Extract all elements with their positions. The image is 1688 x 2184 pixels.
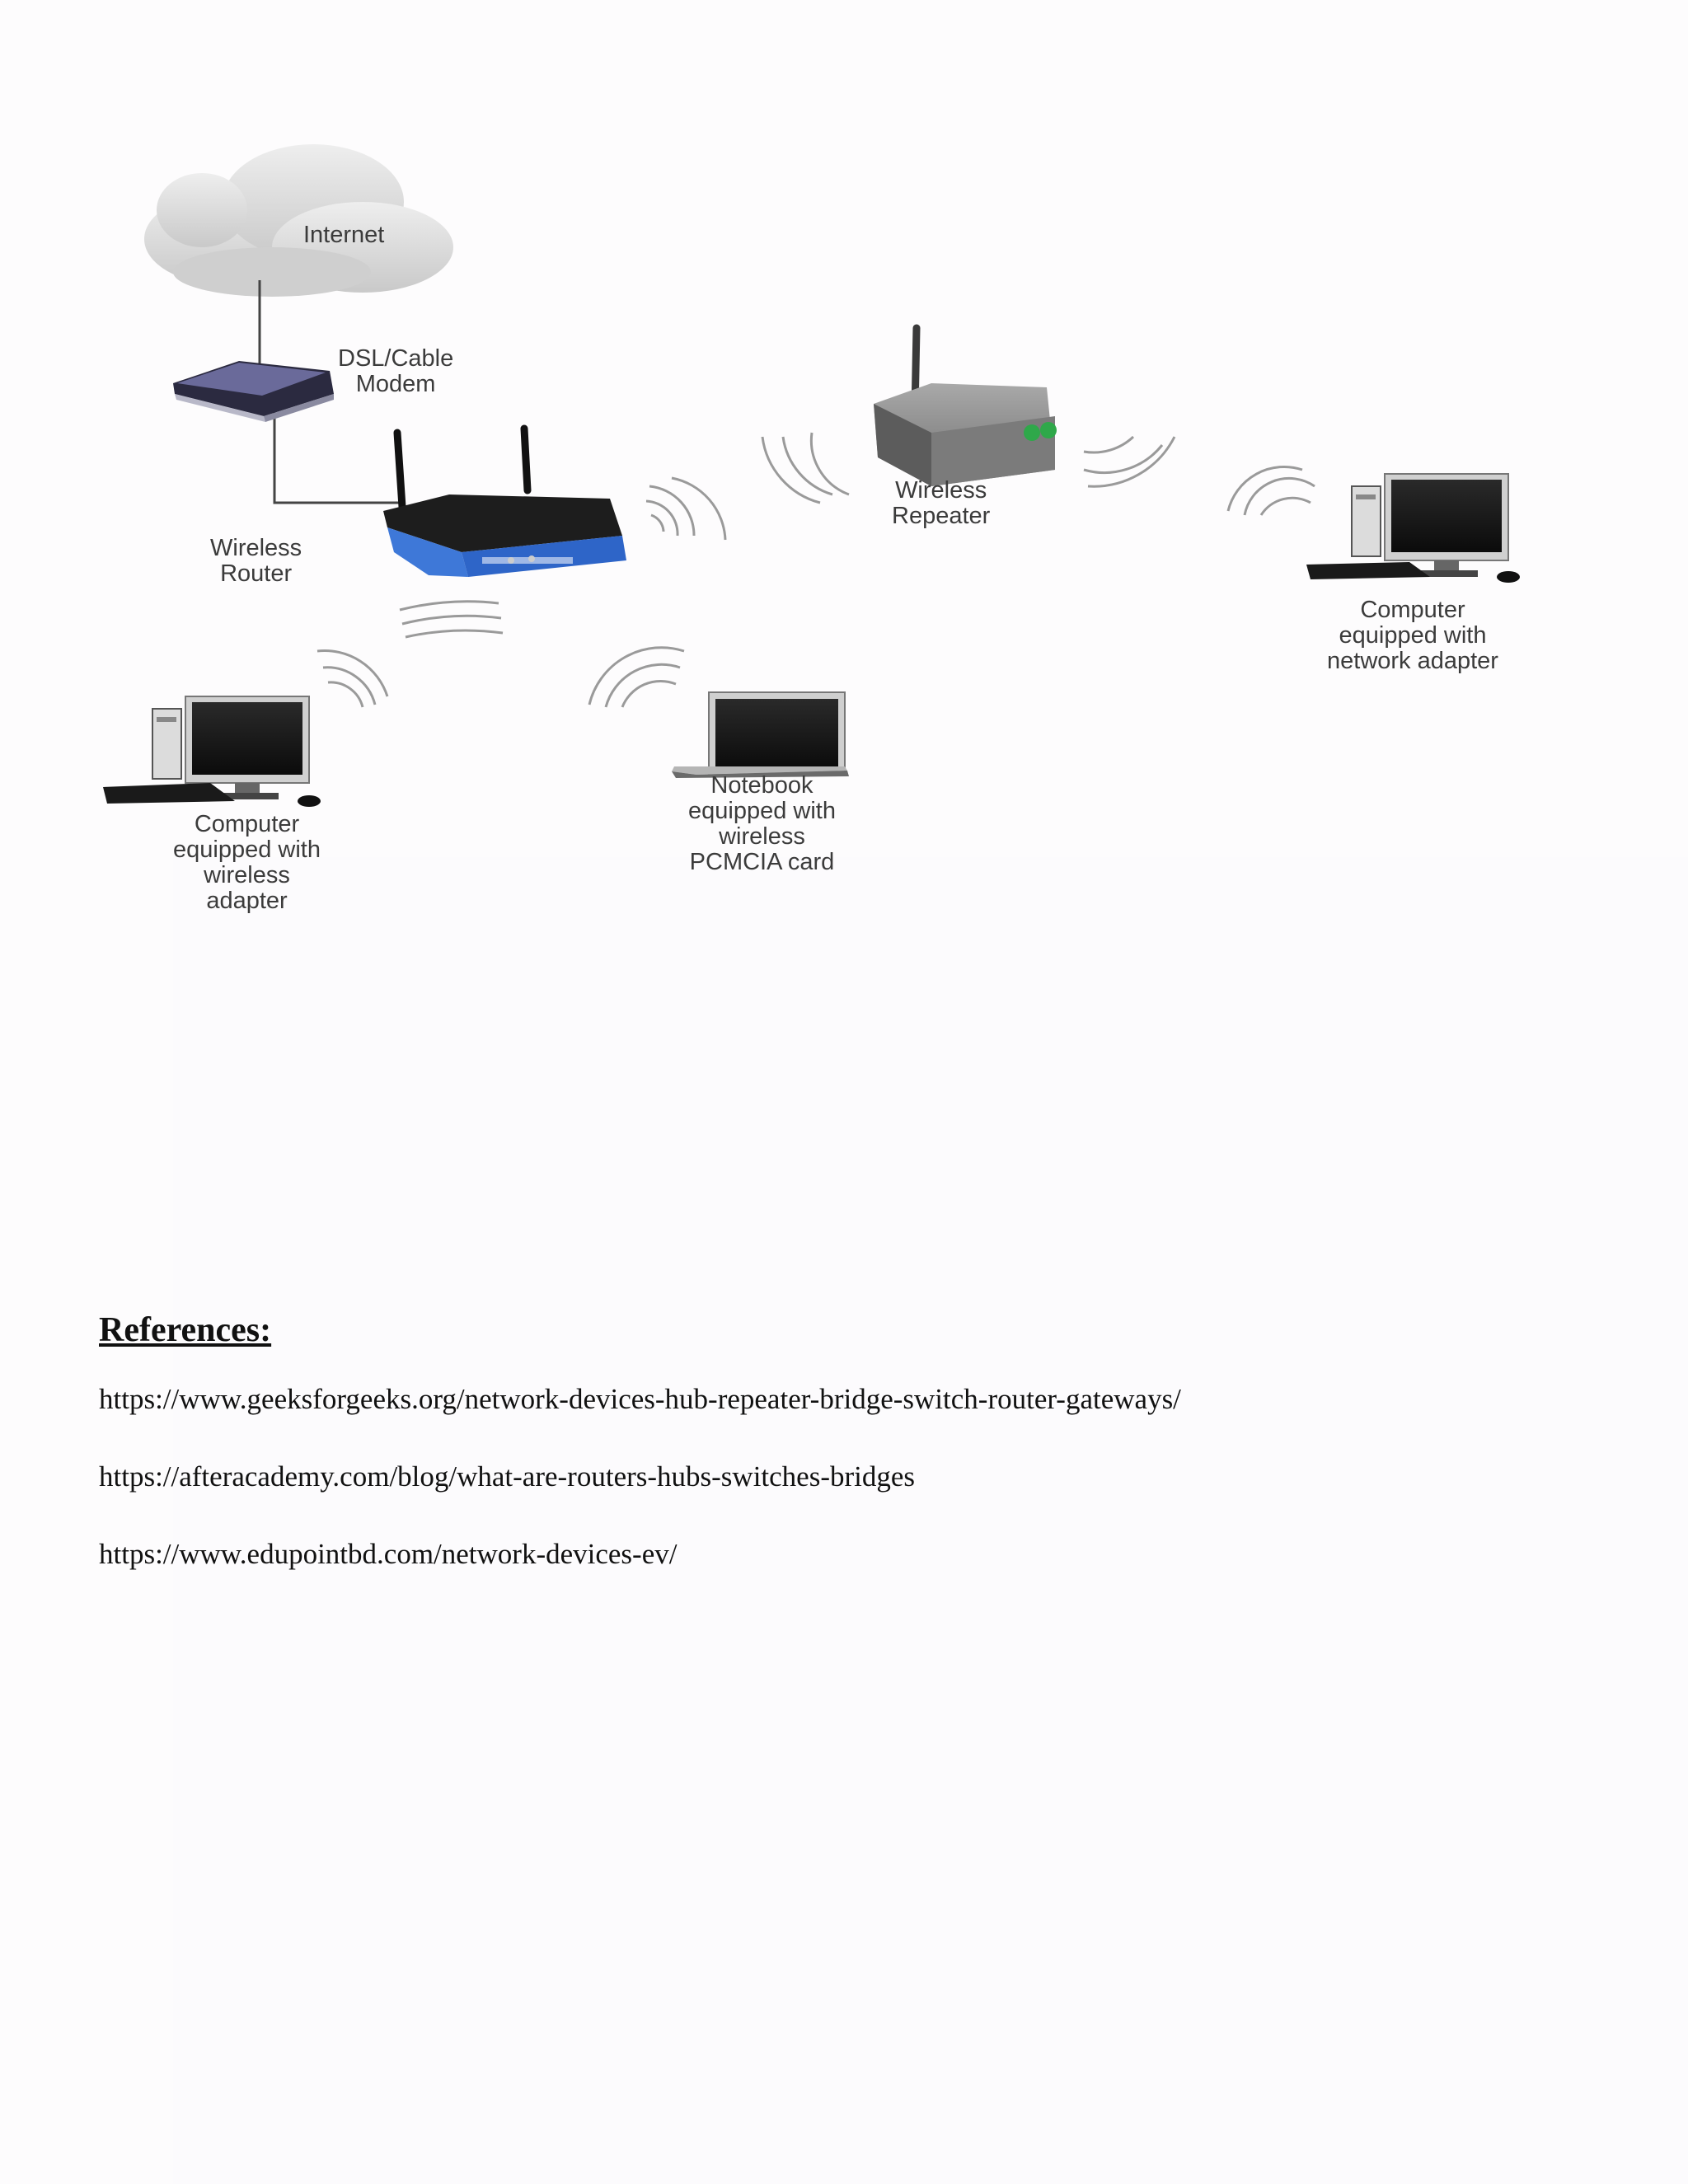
- desktop-computer-icon: [103, 696, 321, 807]
- repeater-label: Wireless Repeater: [892, 477, 991, 529]
- router-icon: [383, 429, 626, 577]
- references-section: [99, 1310, 1181, 1615]
- computer-left-label: Computer equipped with wireless adapter: [173, 811, 321, 914]
- router-label: Wireless Router: [210, 535, 302, 587]
- modem-router-cable: [274, 412, 404, 503]
- reference-link[interactable]: https://www.geeksforgeeks.org/network-devices-hub-repeater-bridge-switch-router-gateways/: [99, 1383, 1181, 1415]
- computer-right-label: Computer equipped with network adapter: [1327, 597, 1498, 674]
- internet-label: Internet: [303, 222, 385, 248]
- references-heading: References:: [99, 1311, 272, 1349]
- wireless-network-diagram: [0, 0, 1688, 940]
- notebook-icon: [672, 692, 849, 778]
- desktop-computer-icon: [1306, 474, 1520, 583]
- cloud-icon: [144, 144, 453, 297]
- repeater-icon: [874, 328, 1057, 486]
- reference-link[interactable]: https://www.edupointbd.com/network-devices-ev/: [99, 1538, 678, 1570]
- modem-icon: [173, 361, 334, 422]
- notebook-label: Notebook equipped with wireless PCMCIA card: [688, 772, 836, 875]
- modem-label: DSL/Cable Modem: [338, 345, 454, 397]
- reference-link[interactable]: https://afteracademy.com/blog/what-are-routers-hubs-switches-bridges: [99, 1460, 916, 1493]
